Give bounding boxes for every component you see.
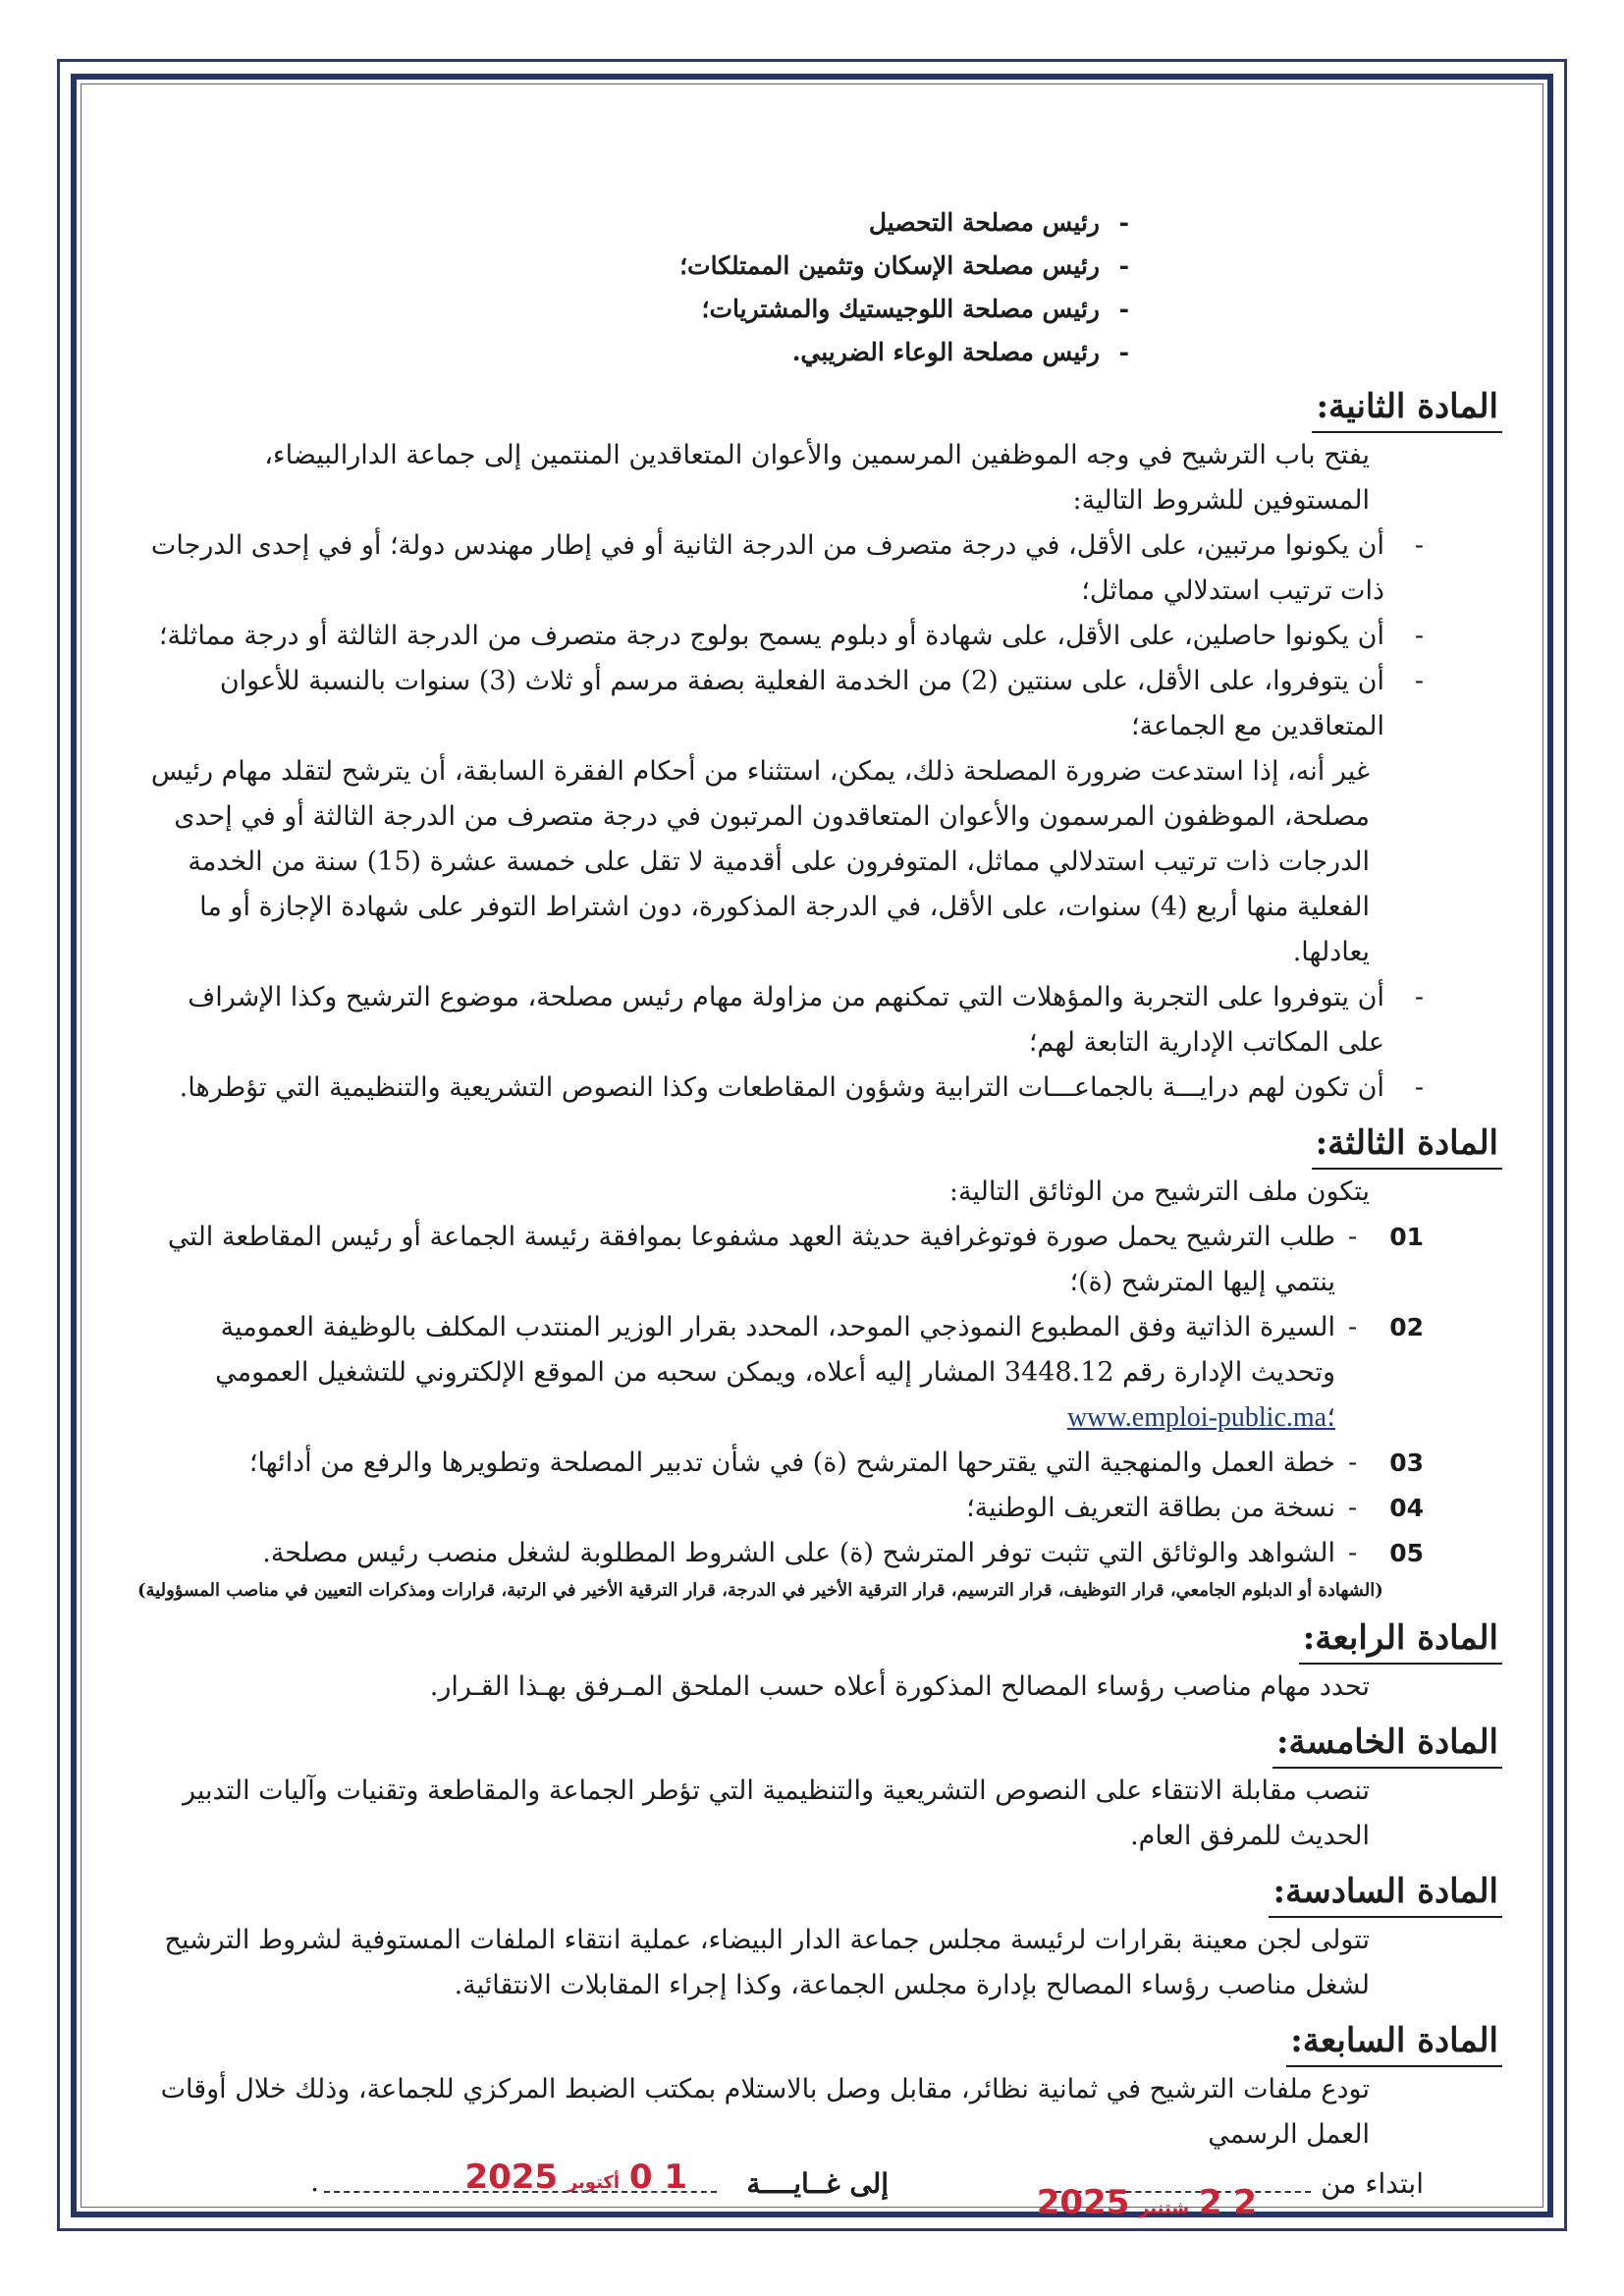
item-text: خطة العمل والمنهجية التي يقترحها المترشح (ة) في شأن تدبير المصلحة وتطويرها والرفع من أدائها؛	[248, 1448, 1335, 1478]
list-item: - أن يتوفروا على التجربة والمؤهلات التي تمكنهم من مزاولة مهام رئيس مصلحة، موضوع الترشيح وكذا الإشراف على المكاتب الإدارية التابعة لهم؛	[147, 975, 1424, 1066]
article-2-exception: غير أنه، إذا استدعت ضرورة المصلحة ذلك، يمكن، استثناء من أحكام الفقرة السابقة، أن يترشح لتقلد مهام رئيس مصلحة، الموظفون المرسمون والأعوان المتعاقدون المرتبون في درجة متصرف من الدرجة الثالثة أو في إحدى الدرجات ذات ترتيب استدلالي مماثل، المتوفرون على أقدمية لا تقل على خمسة عشرة (15) سنة من الخدمة الفعلية منها أربع (4) سنوات، على الأقل، في الدرجة المذكورة، دون اشتراط التوفر على شهادة الإجازة أو ما يعادلها.	[150, 756, 1370, 967]
list-item: - رئيس مصلحة الإسكان وتثمين الممتلكات؛	[147, 245, 1129, 288]
item-number: 02	[1389, 1313, 1424, 1341]
article-5-text: تنصب مقابلة الانتقاء على النصوص التشريعية والتنظيمية التي تؤطر الجماعة والمقاطعة وتقنيات وآليات التدبير الحديث للمرفق العام.	[182, 1776, 1370, 1851]
date-from-month: شتنبر	[1139, 2198, 1190, 2218]
date-to-stamp	[464, 2158, 687, 2197]
list-item: 05 - الشواهد والوثائق التي تثبت توفر المترشح (ة) على الشروط المطلوبة لشغل منصب رئيس مصلحة.	[147, 1531, 1424, 1576]
item-text: الشواهد والوثائق التي تثبت توفر المترشح (ة) على الشروط المطلوبة لشغل منصب رئيس مصلحة.	[262, 1538, 1335, 1568]
item-number: 01	[1389, 1223, 1424, 1251]
article-5-title: المادة الخامسة:	[1272, 1720, 1502, 1769]
list-item: - أن يتوفروا، على الأقل، على سنتين (2) من الخدمة الفعلية بصفة مرسم أو ثلاث (3) سنوات بالنسبة للأعوان المتعاقدين مع الجماعة؛	[147, 659, 1424, 749]
list-item: 01 - طلب الترشيح يحمل صورة فوتوغرافية حديثة العهد مشفوعا بموافقة رئيسة الجماعة أو رئيس المقاطعة التي ينتمي إليها المترشح (ة)؛	[147, 1215, 1424, 1305]
submission-period	[147, 2158, 1424, 2236]
date-to-day: 1 0	[628, 2158, 687, 2197]
documents-list	[147, 1215, 1424, 1576]
article-6-title: المادة السادسة:	[1269, 1869, 1502, 1918]
date-from-day: 2 2	[1198, 2183, 1257, 2222]
article-3-intro: يتكون ملف الترشيح من الوثائق التالية:	[948, 1176, 1370, 1207]
list-item: - أن يكونوا حاصلين، على الأقل، على شهادة أو دبلوم يسمح بولوج درجة متصرف من الدرجة الثالثة أو درجة مماثلة؛	[147, 614, 1424, 659]
article-6-text: تتولى لجن معينة بقرارات لرئيسة مجلس جماعة الدار البيضاء، عملية انتقاء الملفات المستوفية لشروط الترشيح لشغل مناصب رؤساء المصالح بإدارة مجلس الجماعة، وكذا إجراء المقابلات الانتقائية.	[164, 1925, 1370, 2000]
document-body	[137, 201, 1498, 2236]
article-7-title: المادة السابعة:	[1286, 2018, 1502, 2067]
emploi-public-link[interactable]: www.emploi-public.ma؛	[1066, 1402, 1335, 1433]
end-mark: .	[310, 2165, 319, 2198]
list-item: - أن تكون لهم درايـــة بالجماعـــات الترابية وشؤون المقاطعات وكذا النصوص التشريعية والتنظيمية التي تؤطرها.	[147, 1066, 1424, 1111]
item-text: نسخة من بطاقة التعريف الوطنية؛	[966, 1493, 1335, 1523]
article-2-conditions-more	[147, 975, 1424, 1111]
article-2-conditions	[147, 523, 1424, 749]
list-item: 04 - نسخة من بطاقة التعريف الوطنية؛	[147, 1486, 1424, 1531]
date-from-stamp	[1037, 2183, 1257, 2222]
article-2-title: المادة الثانية:	[1312, 384, 1502, 433]
item-text-with-link	[147, 1305, 1335, 1441]
article-4-text: تحدد مهام مناصب رؤساء المصالح المذكورة أعلاه حسب الملحق المـرفق بهـذا القـرار.	[429, 1671, 1370, 1702]
list-item: 03 - خطة العمل والمنهجية التي يقترحها المترشح (ة) في شأن تدبير المصلحة وتطويرها والرفع من أدائها؛	[147, 1441, 1424, 1486]
documents-note: (الشهادة أو الدبلوم الجامعي، قرار التوظيف، قرار الترسيم، قرار الترقية الأخير في الدرجة، قرار الترقية الأخير في الرتبة، قرارات ومذكرات التعيين في مناصب المسؤولية)	[137, 1580, 1383, 1601]
to-label: إلى غــايــــة	[746, 2167, 889, 2200]
item-number: 04	[1389, 1494, 1424, 1522]
list-item: - أن يكونوا مرتبين، على الأقل، في درجة متصرف من الدرجة الثانية أو في إطار مهندس دولة؛ أو في إحدى الدرجات ذات ترتيب استدلالي مماثل؛	[147, 523, 1424, 614]
article-2-intro: يفتح باب الترشيح في وجه الموظفين المرسمين والأعوان المتعاقدين المنتمين إلى جماعة الدارالبيضاء، المستوفين للشروط التالية:	[264, 440, 1370, 516]
item-number: 05	[1389, 1539, 1424, 1567]
list-item: - رئيس مصلحة التحصيل	[147, 201, 1129, 245]
date-to-year: 2025	[464, 2158, 559, 2197]
article-7-text: تودع ملفات الترشيح في ثمانية نظائر، مقابل وصل بالاستلام بمكتب الضبط المركزي للجماعة، وذلك خلال أوقات العمل الرسمي	[160, 2074, 1370, 2150]
list-item: - رئيس مصلحة الوعاء الضريبي.	[147, 331, 1129, 374]
list-item: - رئيس مصلحة اللوجيستيك والمشتريات؛	[147, 288, 1129, 331]
item-text: طلب الترشيح يحمل صورة فوتوغرافية حديثة العهد مشفوعا بموافقة رئيسة الجماعة أو رئيس المقاطعة التي ينتمي إليها المترشح (ة)؛	[167, 1222, 1335, 1297]
from-label: ابتداء من	[1321, 2167, 1424, 2200]
article-4-title: المادة الرابعة:	[1299, 1615, 1502, 1665]
article-3-title: المادة الثالثة:	[1312, 1121, 1502, 1170]
service-heads-list	[147, 201, 1424, 374]
date-from-year: 2025	[1036, 2183, 1130, 2222]
list-item: 02 - السيرة الذاتية وفق المطبوع النموذجي الموحد، المحدد بقرار الوزير المنتدب المكلف بالوظيفة العمومية وتحديث الإدارة رقم 3448.12 المشار إليه أعلاه، ويمكن سحبه من الموقع الإلكتروني للتشغيل العمومي www.emploi-public.ma؛	[147, 1305, 1424, 1441]
item-number: 03	[1389, 1449, 1424, 1477]
item-text: السيرة الذاتية وفق المطبوع النموذجي الموحد، المحدد بقرار الوزير المنتدب المكلف بالوظيفة العمومية وتحديث الإدارة رقم 3448.12 المشار إليه أعلاه، ويمكن سحبه من الموقع الإلكتروني للتشغيل العمومي	[215, 1312, 1335, 1388]
date-to-month: أكتوبر	[567, 2172, 621, 2193]
